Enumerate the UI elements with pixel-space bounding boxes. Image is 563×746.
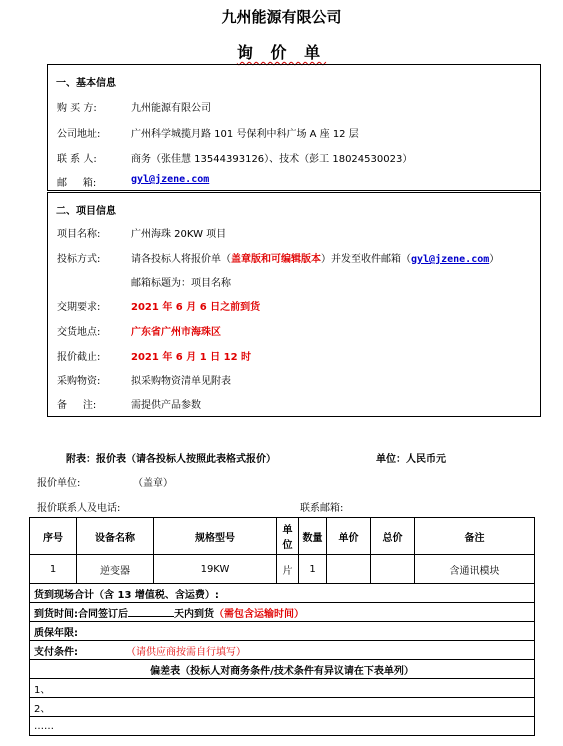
bid-text-b: ）并发至收件邮箱（: [321, 254, 411, 265]
company-title: 九州能源有限公司: [221, 8, 342, 26]
remark-label: 备 注:: [57, 400, 97, 411]
deviation-row: [30, 679, 535, 698]
goods-value: 拟采购物资清单见附表: [131, 376, 231, 387]
header-cell: 单价: [327, 518, 371, 555]
arrival-cell[interactable]: [30, 603, 535, 622]
header-cell: 设备名称: [77, 518, 154, 555]
basic-info-section: [47, 64, 541, 191]
arrival-text-b: 天内到货: [174, 608, 214, 620]
table-cell: 19KW: [154, 555, 277, 584]
goods-label: 采购物资:: [57, 376, 101, 387]
arrival-text-a: 合同签订后: [78, 608, 128, 620]
contact-label: 联 系 人:: [57, 154, 97, 165]
document-title-text: 询 价 单: [236, 43, 327, 62]
address-label: 公司地址:: [57, 129, 101, 140]
table-cell[interactable]: [327, 555, 371, 584]
buyer-value: 九州能源有限公司: [131, 103, 211, 114]
bid-note: 邮箱标题为：项目名称: [131, 278, 231, 289]
payment-label: 支付条件:: [34, 646, 78, 658]
bid-text-red: 盖章版和可编辑版本: [231, 254, 321, 265]
payment-note: （请供应商按需自行填写）: [126, 646, 246, 658]
deviation-cell[interactable]: 1、: [30, 679, 535, 698]
section-heading-basic: 一、基本信息: [56, 78, 116, 89]
table-cell: 1: [299, 555, 327, 584]
total-label[interactable]: 货到现场合计（含 13 增值税、含运费）:: [30, 584, 535, 603]
email-label: 邮 箱:: [57, 178, 97, 189]
deviation-cell[interactable]: ……: [30, 717, 535, 736]
bid-text-c: ）: [489, 254, 500, 265]
delivery-value: 2021 年 6 月 6 日之前到货: [131, 302, 261, 313]
header-cell: 序号: [30, 518, 77, 555]
warranty-label[interactable]: 质保年限:: [30, 622, 535, 641]
remark-value: 需提供产品参数: [131, 400, 201, 411]
project-value: 广州海珠 20KW 项目: [131, 229, 227, 240]
header-cell: 备注: [415, 518, 535, 555]
section-heading-project: 二、项目信息: [56, 206, 116, 217]
place-value: 广东省广州市海珠区: [131, 327, 221, 338]
address-value: 广州科学城揽月路 101 号保利中科广场 A 座 12 层: [131, 129, 359, 140]
table-row: [30, 555, 535, 584]
project-info-section: [47, 192, 541, 417]
header-cell: 规格型号: [154, 518, 277, 555]
bid-contact-label: 报价联系人及电话:: [37, 503, 121, 514]
table-cell[interactable]: [371, 555, 415, 584]
bid-text-a: 请各投标人将报价单（: [131, 254, 231, 265]
document-title: [0, 40, 563, 63]
deviation-cell[interactable]: 2、: [30, 698, 535, 717]
bid-email-label: 联系邮箱:: [300, 503, 344, 514]
table-cell: 片: [277, 555, 299, 584]
attachment-title: 附表：报价表（请各投标人按照此表格式报价）: [66, 454, 276, 465]
table-cell: 1: [30, 555, 77, 584]
deadline-value: 2021 年 6 月 1 日 12 时: [131, 352, 252, 363]
arrival-label: 到货时间:: [34, 608, 78, 620]
deviation-title-row: [30, 660, 535, 679]
payment-row: [30, 641, 535, 660]
bid-method-value: [131, 250, 499, 265]
table-header-row: [30, 518, 535, 555]
bid-email-link[interactable]: gyl@jzene.com: [411, 254, 490, 265]
payment-cell[interactable]: [30, 641, 535, 660]
email-link[interactable]: gyl@jzene.com: [131, 174, 210, 185]
header-cell: 总价: [371, 518, 415, 555]
deviation-row: [30, 698, 535, 717]
arrival-row: [30, 603, 535, 622]
days-blank[interactable]: [128, 606, 174, 617]
arrival-note: （需包含运输时间）: [214, 608, 304, 620]
table-cell: 含通讯模块: [415, 555, 535, 584]
contact-value: 商务（张佳慧 13544393126）、技术（彭工 18024530023）: [131, 154, 413, 165]
place-label: 交货地点:: [57, 327, 101, 338]
bidder-unit-label: 报价单位:: [37, 478, 81, 489]
deviation-row: [30, 717, 535, 736]
project-label: 项目名称:: [57, 229, 101, 240]
header-cell: 数量: [299, 518, 327, 555]
bid-method-label: 投标方式:: [57, 254, 101, 265]
buyer-label: 购 买 方:: [57, 103, 97, 114]
stamp-note: （盖章）: [133, 478, 173, 489]
quote-table: [29, 517, 535, 736]
header-cell: 单位: [277, 518, 299, 555]
currency-unit: 单位：人民币元: [376, 454, 446, 465]
table-cell: 逆变器: [77, 555, 154, 584]
deviation-title: 偏差表（投标人对商务条件/技术条件有异议请在下表单列）: [30, 660, 535, 679]
total-row: [30, 584, 535, 603]
warranty-row: [30, 622, 535, 641]
deadline-label: 报价截止:: [57, 352, 101, 363]
delivery-label: 交期要求:: [57, 302, 101, 313]
